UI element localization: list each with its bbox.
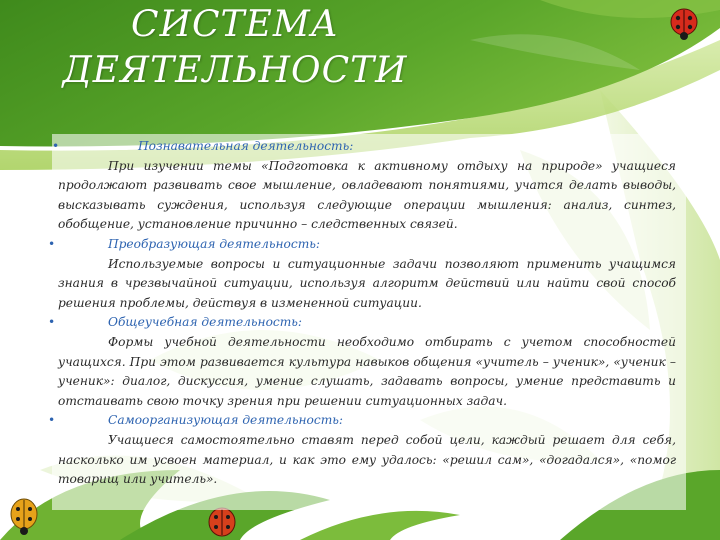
section-paragraph: Учащиеся самостоятельно ставят перед собой цели, каждый решает для себя, насколько им усвоен материал, и как это ему удалось: «решил сам», «догадался», «помог товарищ или учитель».: [58, 432, 676, 487]
section-paragraph: Используемые вопросы и ситуационные задачи позволяют применить учащимся знания в чрезвычайной ситуации, используя алгоритм действий или найти свой способ решения проблемы, действуя в измененной ситуации.: [58, 256, 676, 310]
section-paragraph: При изучении темы «Подготовка к активному отдыху на природе» учащиеся продолжают развивать свое мышление, овладевают понятиями, учатся делать выводы, высказывать суждения, используя следующие операции мышления: анализ, синтез, обобщение, установление причинно – следственных связей.: [58, 158, 676, 232]
section-heading-label: Преобразующая деятельность:: [108, 236, 321, 251]
section-heading: [48, 411, 676, 431]
ladybug-icon: [209, 508, 235, 536]
section-heading-label: Самоорганизующая деятельность:: [108, 413, 343, 428]
bullet-icon: •: [48, 315, 56, 330]
title-line-2: ДЕЯТЕЛЬНОСТИ: [62, 50, 408, 91]
bullet-icon: •: [48, 236, 56, 251]
content-text: [48, 137, 676, 490]
section-heading-label: Познавательная деятельность:: [138, 139, 354, 153]
bullet-icon: •: [52, 139, 60, 153]
section-heading: [48, 313, 676, 333]
section-heading: [48, 235, 676, 255]
section-heading: [52, 137, 676, 157]
section-heading-label: Общеучебная деятельность:: [108, 315, 303, 330]
page-title: [0, 2, 470, 94]
section-paragraph: Формы учебной деятельности необходимо отбирать с учетом способностей учащихся. При этом развивается культура навыков общения «учитель – ученик», «ученик – ученик»: диалог, дискуссия, умение слушать, задавать вопросы, умение представить и отстаивать свою точку зрения при решении ситуационных задач.: [58, 334, 676, 408]
title-line-1: СИСТЕМА: [131, 4, 339, 45]
bullet-icon: •: [48, 413, 56, 428]
